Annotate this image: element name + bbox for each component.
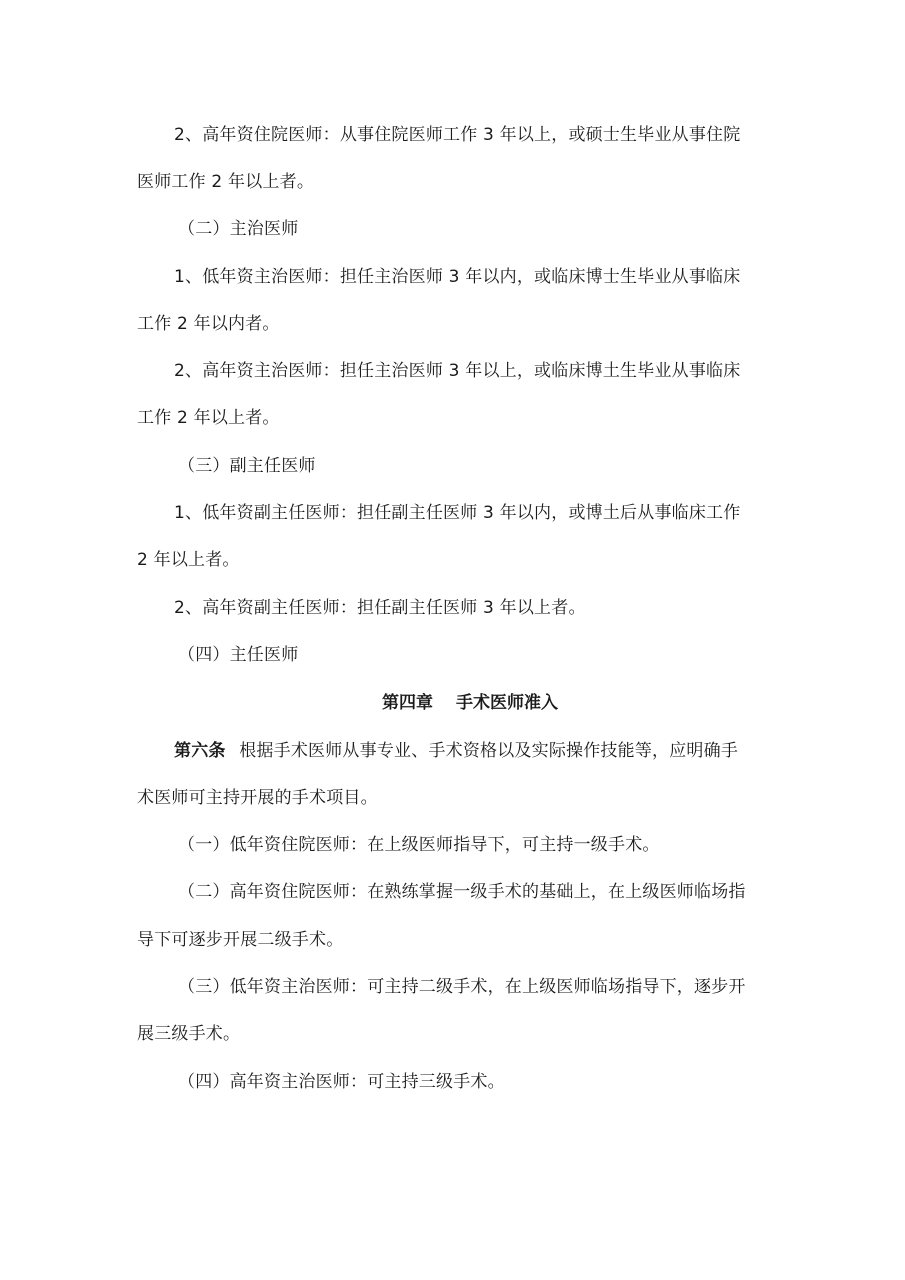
chapter-heading: 第四章 手术医师准入: [382, 693, 558, 713]
paragraph-line: 2、高年资主治医师：担任主治医师 3 年以上，或临床博土生毕业从事临床: [174, 361, 741, 381]
paragraph-line: 2 年以上者。: [137, 550, 240, 570]
list-item: （二）高年资住院医师：在熟练掌握一级手术的基础上，在上级医师临场指: [178, 882, 746, 902]
section-heading: （四）主任医师: [178, 645, 299, 665]
paragraph-line: 医师工作 2 年以上者。: [137, 172, 315, 192]
paragraph-line: 2、高年资住院医师：从事住院医师工作 3 年以上，或硕士生毕业从事住院: [174, 125, 741, 145]
paragraph-line: 2、高年资副主任医师：担任副主任医师 3 年以上者。: [174, 598, 586, 618]
section-heading: （二）主治医师: [178, 219, 299, 239]
article-text: 根据手术医师从事专业、手术资格以及实际操作技能等，应明确手: [239, 741, 739, 761]
article-label: 第六条: [174, 741, 226, 761]
paragraph-line: 工作 2 年以内者。: [137, 314, 280, 334]
section-heading: （三）副主任医师: [178, 456, 316, 476]
paragraph-line: 工作 2 年以上者。: [137, 408, 280, 428]
paragraph-line: 术医师可主持开展的手术项目。: [137, 788, 378, 808]
paragraph-line: 1、低年资副主任医师：担任副主任医师 3 年以内，或博土后从事临床工作: [174, 503, 741, 523]
list-item: （四）高年资主治医师：可主持三级手术。: [178, 1072, 505, 1092]
paragraph-line: 导下可逐步开展二级手术。: [137, 930, 344, 950]
paragraph-line: 1、低年资主治医师：担任主治医师 3 年以内，或临床博士生毕业从事临床: [174, 267, 741, 287]
list-item: （一）低年资住院医师：在上级医师指导下，可主持一级手术。: [178, 835, 660, 855]
paragraph-line: 展三级手术。: [137, 1024, 241, 1044]
article-line: [174, 739, 738, 763]
list-item: （三）低年资主治医师：可主持二级手术，在上级医师临场指导下，逐步开: [178, 977, 746, 997]
